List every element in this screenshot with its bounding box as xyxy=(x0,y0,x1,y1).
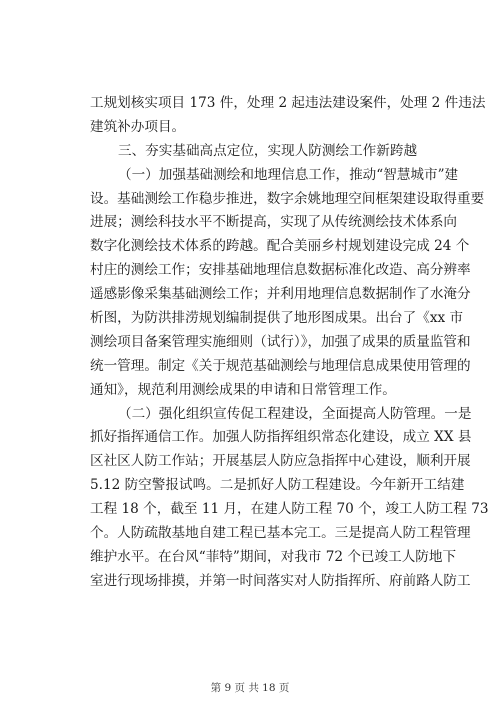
document-body xyxy=(90,92,489,594)
subsection-heading-line: （一）加强基础测绘和地理信息工作，推动“智慧城市”建 xyxy=(118,166,459,183)
text-line: 个。人防疏散基地自建工程已基本完工。三是提高人防工程管理 xyxy=(90,525,471,542)
text-line: 村庄的测绘工作；安排基础地理信息数据标准化改造、高分辨率 xyxy=(90,262,471,279)
text-line: 设。基础测绘工作稳步推进，数字余姚地理空间框架建设取得重要 xyxy=(90,190,485,207)
text-line: 区社区人防工作站；开展基层人防应急指挥中心建设，顺利开展 xyxy=(90,453,471,470)
text-line: 工程 18 个，截至 11 月，在建人防工程 70 个，竣工人防工程 73 xyxy=(90,501,489,518)
text-line: 维护水平。在台风“菲特”期间，对我市 72 个已竣工人防地下 xyxy=(90,548,457,565)
subsection-heading-line: （二）强化组织宣传促工程建设，全面提高人防管理。一是 xyxy=(118,405,472,422)
text-line: 数字化测绘技术体系的跨越。配合美丽乡村规划建设完成 24 个 xyxy=(90,238,470,255)
text-line: 建筑补办项目。 xyxy=(90,118,186,135)
text-line: 工规划核实项目 173 件，处理 2 起违法建设案件，处理 2 件违法 xyxy=(90,95,486,111)
text-line: 遥感影像采集基础测绘工作；并利用地理信息数据制作了水淹分 xyxy=(90,286,471,303)
text-line: 抓好指挥通信工作。加强人防指挥组织常态化建设，成立 XX 县 xyxy=(90,429,472,446)
text-line: 室进行现场排摸，并第一时间落实对人防指挥所、府前路人防工 xyxy=(90,572,471,589)
text-line: 5.12 防空警报试鸣。二是抓好人防工程建设。今年新开工结建 xyxy=(90,477,465,494)
text-line: 进展；测绘科技水平不断提高，实现了从传统测绘技术体系向 xyxy=(90,214,458,231)
text-line: 统一管理。制定《关于规范基础测绘与地理信息成果使用管理的 xyxy=(90,357,471,374)
section-heading: 三、夯实基础高点定位，实现人防测绘工作新跨越 xyxy=(118,142,418,159)
text-line: 测绘项目备案管理实施细则（试行）》，加强了成果的质量监管和 xyxy=(90,333,471,350)
page-number-footer: 第 9 页 共 18 页 xyxy=(210,682,290,694)
text-line: 通知》，规范利用测绘成果的申请和日常管理工作。 xyxy=(90,381,396,398)
text-line: 析图，为防洪排涝规划编制提供了地形图成果。出台了《xx 市 xyxy=(90,310,464,327)
